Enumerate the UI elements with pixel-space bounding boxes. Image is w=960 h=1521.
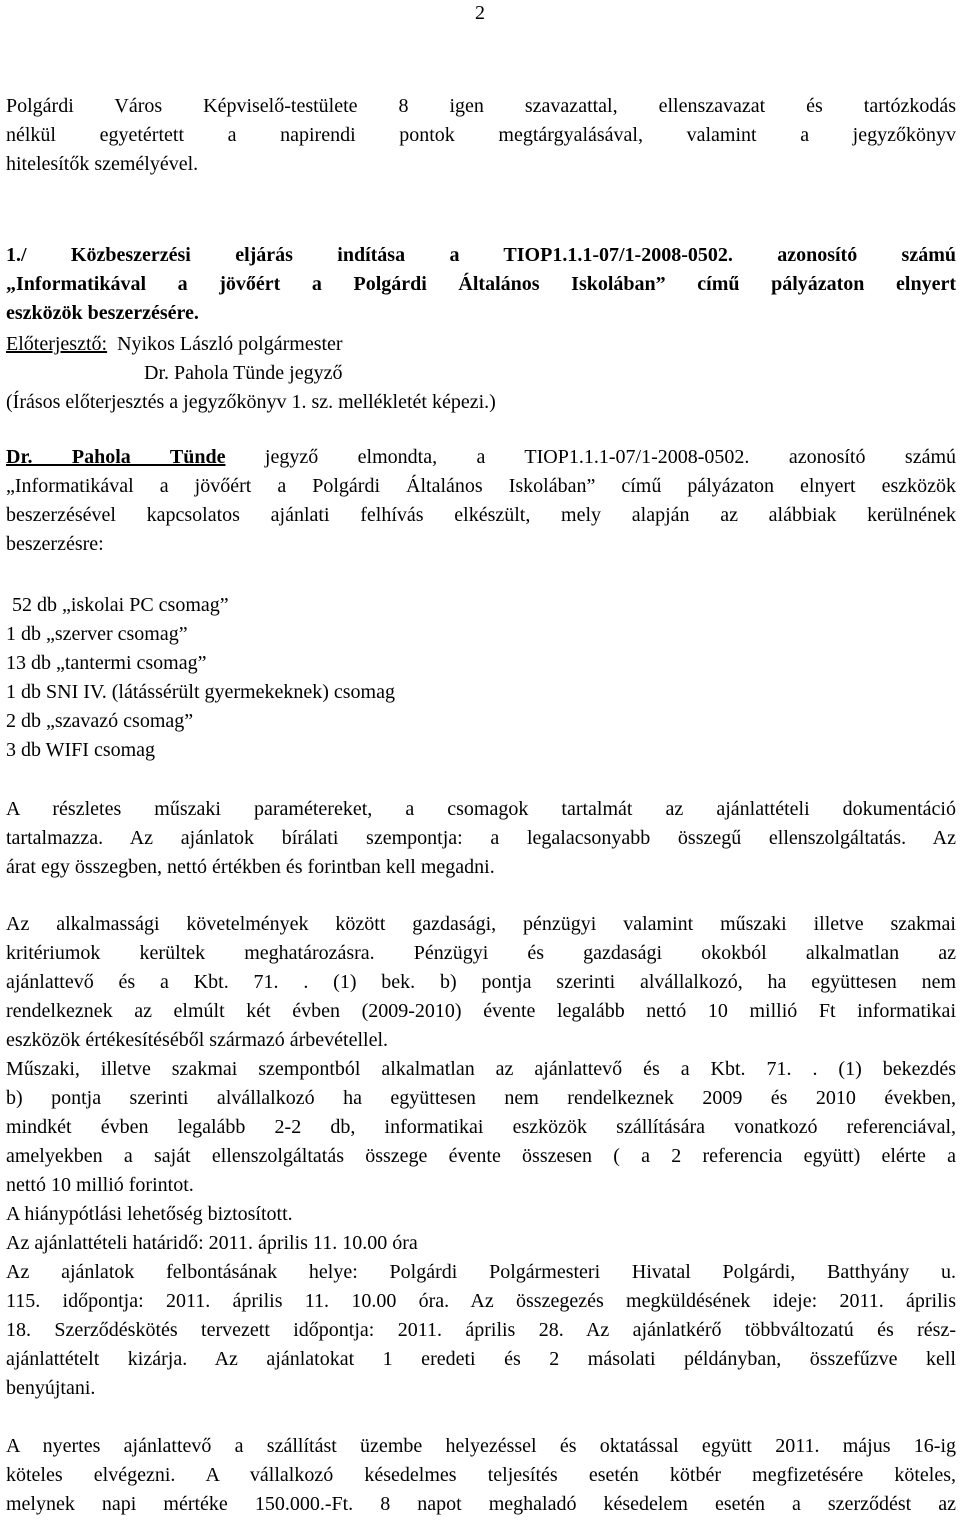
req-line: rendelkeznek az elmúlt két évben (2009-2010) évente legalább nettó 10 millió Ft informatikai bbox=[6, 1000, 956, 1022]
intro-paragraph bbox=[6, 92, 956, 179]
req-line: amelyekben a saját ellenszolgáltatás összege évente összesen ( a 2 referencia együtt) elérte a bbox=[6, 1145, 956, 1167]
speaker-name: Dr. Pahola Tünde bbox=[6, 446, 226, 468]
presenters-block bbox=[6, 330, 956, 417]
req-line: kritériumok kerültek meghatározásra. Pénzügyi és gazdasági okokból alkalmatlan az bbox=[6, 942, 956, 964]
list-item: 1 db „szerver csomag” bbox=[6, 623, 188, 645]
req-line: ajánlattevő és a Kbt. 71. . (1) bek. b) pontja szerinti alvállalkozó, ha együttesen nem bbox=[6, 971, 956, 993]
req-line: mindkét évben legalább 2-2 db, informatikai eszközök szállítására vonatkozó referenciával, bbox=[6, 1116, 956, 1138]
req-line: 18. Szerződéskötés tervezett időpontja: 2011. április 28. Az ajánlatkérő többváltozatú és rész- bbox=[6, 1319, 956, 1341]
req-line: Az ajánlatok felbontásának helye: Polgárdi Polgármesteri Hivatal Polgárdi, Batthyány u. bbox=[6, 1261, 956, 1283]
presenter-notary: Dr. Pahola Tünde jegyző bbox=[144, 362, 343, 384]
req-line: Az ajánlattételi határidő: 2011. április 11. 10.00 óra bbox=[6, 1232, 418, 1254]
list-item: 2 db „szavazó csomag” bbox=[6, 710, 194, 732]
heading-line: „Informatikával a jövőért a Polgárdi Általános Iskolában” című pályázaton elnyert bbox=[6, 273, 956, 295]
agenda-heading bbox=[6, 241, 956, 328]
list-item: 52 db „iskolai PC csomag” bbox=[12, 594, 229, 616]
heading-line: eszközök beszerzésére. bbox=[6, 302, 199, 324]
req-line: A hiánypótlási lehetőség biztosított. bbox=[6, 1203, 293, 1225]
winner-paragraph bbox=[6, 1432, 956, 1519]
req-line: benyújtani. bbox=[6, 1377, 96, 1399]
req-line: Az alkalmassági követelmények között gazdasági, pénzügyi valamint műszaki illetve szakmai bbox=[6, 913, 956, 935]
page-number: 2 bbox=[475, 2, 485, 24]
speech-line: beszerzésével kapcsolatos ajánlati felhívás elkészült, mely alapján az alábbiak kerülnének bbox=[6, 504, 956, 526]
items-list bbox=[6, 591, 956, 765]
list-item: 3 db WIFI csomag bbox=[6, 739, 156, 761]
tech-line: A részletes műszaki paramétereket, a csomagok tartalmát az ajánlattételi dokumentáció bbox=[6, 798, 956, 820]
speech-text: jegyző elmondta, a TIOP1.1.1-07/1-2008-0502. azonosító számú bbox=[264, 446, 957, 468]
intro-line: hitelesítők személyével. bbox=[6, 153, 199, 175]
winner-line: köteles elvégezni. A vállalkozó késedelmes teljesítés esetén kötbér megfizetésére köteles, bbox=[6, 1464, 956, 1486]
speech-paragraph bbox=[6, 443, 956, 559]
list-item: 1 db SNI IV. (látássérült gyermekeknek) csomag bbox=[6, 681, 395, 703]
req-line: b) pontja szerinti alvállalkozó ha együttesen nem rendelkeznek 2009 és 2010 években, bbox=[6, 1087, 956, 1109]
presenter-mayor: Nyikos László polgármester bbox=[117, 333, 343, 355]
technical-paragraph bbox=[6, 795, 956, 882]
tech-line: tartalmazza. Az ajánlatok bírálati szempontja: a legalacsonyabb összegű ellenszolgáltatás. Az bbox=[6, 827, 956, 849]
speech-line bbox=[6, 443, 956, 472]
requirements-paragraph bbox=[6, 910, 956, 1403]
speech-line: beszerzésre: bbox=[6, 533, 104, 555]
tech-line: árat egy összegben, nettó értékben és forintban kell megadni. bbox=[6, 856, 495, 878]
speech-line: „Informatikával a jövőért a Polgárdi Általános Iskolában” című pályázaton elnyert eszközök bbox=[6, 475, 956, 497]
written-note: (Írásos előterjesztés a jegyzőkönyv 1. sz. mellékletét képezi.) bbox=[6, 391, 496, 413]
presenter-label: Előterjesztő: bbox=[6, 333, 108, 355]
list-item: 13 db „tantermi csomag” bbox=[6, 652, 207, 674]
intro-line: Polgárdi Város Képviselő-testülete 8 igen szavazattal, ellenszavazat és tartózkodás bbox=[6, 95, 956, 117]
req-line: Műszaki, illetve szakmai szempontból alkalmatlan az ajánlattevő és a Kbt. 71. . (1) bekezdés bbox=[6, 1058, 956, 1080]
req-line: ajánlattételt kizárja. Az ajánlatokat 1 eredeti és 2 másolati példányban, összefűzve kell bbox=[6, 1348, 956, 1370]
winner-line: A nyertes ajánlattevő a szállítást üzembe helyezéssel és oktatással együtt 2011. május 16-ig bbox=[6, 1435, 956, 1457]
req-line: eszközök értékesítéséből származó árbevétellel. bbox=[6, 1029, 389, 1051]
intro-line: nélkül egyetértett a napirendi pontok megtárgyalásával, valamint a jegyzőkönyv bbox=[6, 124, 956, 146]
req-line: nettó 10 millió forintot. bbox=[6, 1174, 194, 1196]
req-line: 115. időpontja: 2011. április 11. 10.00 óra. Az összegezés megküldésének ideje: 2011. április bbox=[6, 1290, 956, 1312]
winner-line: melynek napi mértéke 150.000.-Ft. 8 napot meghaladó késedelem esetén a szerződést az bbox=[6, 1493, 956, 1515]
presenter-line bbox=[6, 330, 956, 359]
heading-line: 1./ Közbeszerzési eljárás indítása a TIOP1.1.1-07/1-2008-0502. azonosító számú bbox=[6, 244, 956, 266]
